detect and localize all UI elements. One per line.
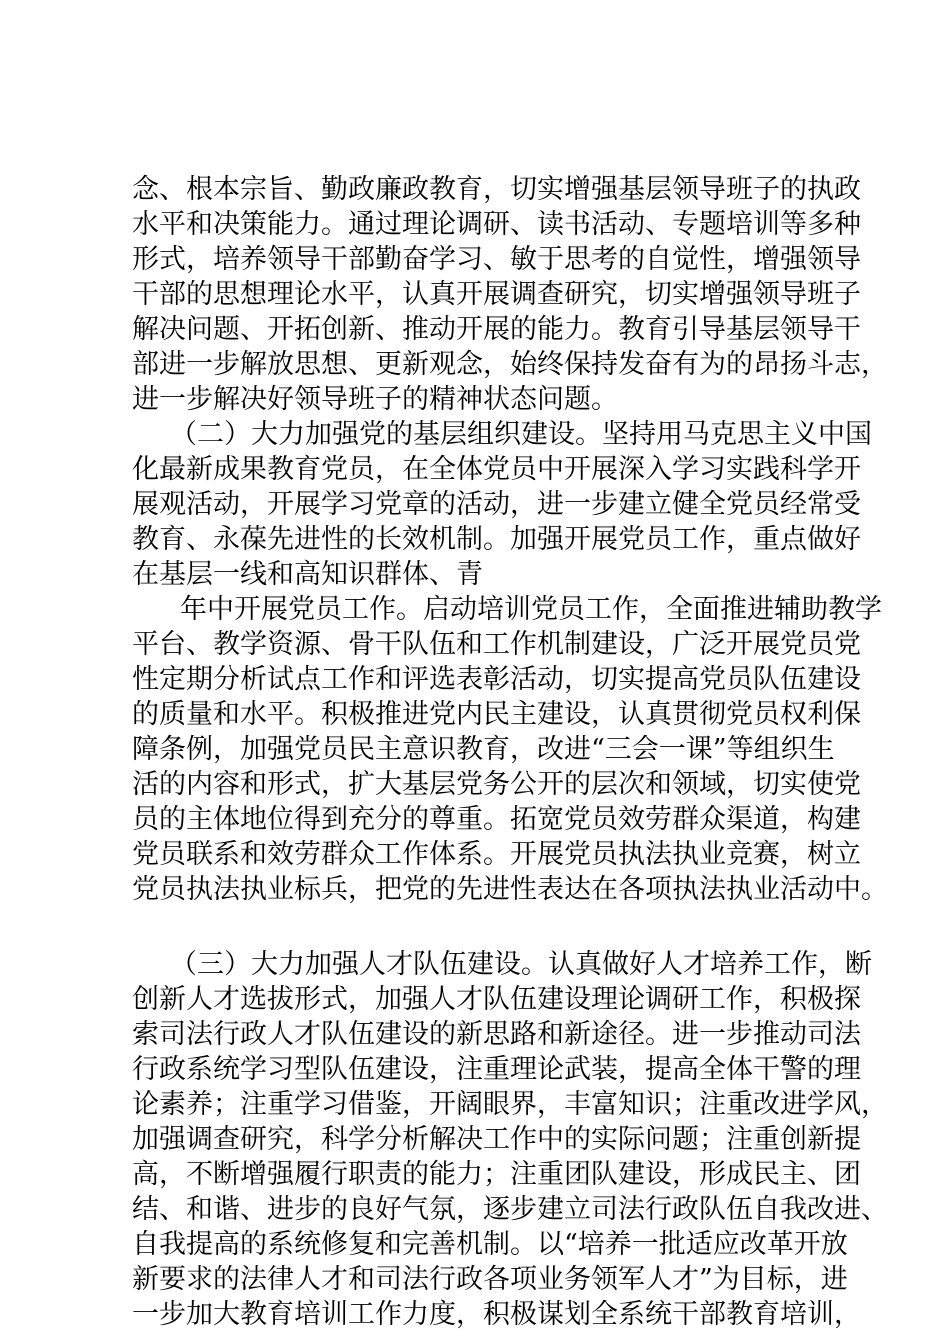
- text-line: 活的内容和形式，扩大基层党务公开的层次和领域，切实使党: [132, 769, 861, 800]
- text-line: 形式，培养领导干部勤奋学习、敏于思考的自觉性，增强领导: [132, 244, 861, 275]
- text-line: 索司法行政人才队伍建设的新思路和新途径。进一步推动司法: [132, 1019, 861, 1050]
- section-heading-line: （二）大力加强党的基层组织建设。坚持用马克思主义中国: [170, 419, 872, 450]
- text-line: 一步加大教育培训工作力度，积极谋划全系统干部教育培训，: [132, 1299, 861, 1330]
- text-line: 新要求的法律人才和司法行政各项业务领军人才”为目标，进: [132, 1264, 848, 1295]
- text-line: 水平和决策能力。通过理论调研、读书活动、专题培训等多种: [132, 209, 861, 240]
- text-line: 解决问题、开拓创新、推动开展的能力。教育引导基层领导干: [132, 314, 861, 345]
- text-line: 的质量和水平。积极推进党内民主建设，认真贯彻党员权利保: [132, 699, 861, 730]
- text-line: 障条例，加强党员民主意识教育，改进“三会一课”等组织生: [132, 734, 835, 765]
- section-heading-line: （三）大力加强人才队伍建设。认真做好人才培养工作，断: [170, 949, 872, 980]
- text-line: 进一步解决好领导班子的精神状态问题。: [132, 384, 618, 415]
- text-line: 党员联系和效劳群众工作体系。开展党员执法执业竞赛，树立: [132, 839, 861, 870]
- text-line: 员的主体地位得到充分的尊重。拓宽党员效劳群众渠道，构建: [132, 804, 861, 835]
- text-line: 年中开展党员工作。启动培训党员工作，全面推进辅助教学: [180, 594, 882, 625]
- text-line: 平台、教学资源、骨干队伍和工作机制建设，广泛开展党员党: [132, 629, 861, 660]
- text-line: 结、和谐、进步的良好气氛，逐步建立司法行政队伍自我改进、: [132, 1194, 888, 1225]
- text-line: 创新人才选拔形式，加强人才队伍建设理论调研工作，积极探: [132, 984, 861, 1015]
- text-line: 党员执法执业标兵，把党的先进性表达在各项执法执业活动中。: [132, 874, 888, 905]
- text-line: 在基层一线和高知识群体、青: [132, 559, 483, 590]
- text-line: 自我提高的系统修复和完善机制。以“培养一批适应改革开放: [132, 1229, 848, 1260]
- text-line: 行政系统学习型队伍建设，注重理论武装，提高全体干警的理: [132, 1054, 861, 1085]
- text-line: 性定期分析试点工作和评选表彰活动，切实提高党员队伍建设: [132, 664, 861, 695]
- text-line: 念、根本宗旨、勤政廉政教育，切实增强基层领导班子的执政: [132, 174, 861, 205]
- text-line: 干部的思想理论水平，认真开展调查研究，切实增强领导班子: [132, 279, 861, 310]
- text-line: 部进一步解放思想、更新观念，始终保持发奋有为的昂扬斗志，: [132, 349, 888, 380]
- text-line: 加强调查研究，科学分析解决工作中的实际问题；注重创新提: [132, 1124, 861, 1155]
- text-line: 论素养；注重学习借鉴，开阔眼界，丰富知识；注重改进学风，: [132, 1089, 888, 1120]
- text-line: 教育、永葆先进性的长效机制。加强开展党员工作，重点做好: [132, 524, 861, 555]
- text-line: 展观活动，开展学习党章的活动，进一步建立健全党员经常受: [132, 489, 861, 520]
- text-line: 高，不断增强履行职责的能力；注重团队建设，形成民主、团: [132, 1159, 861, 1190]
- text-line: 化最新成果教育党员，在全体党员中开展深入学习实践科学开: [132, 454, 861, 485]
